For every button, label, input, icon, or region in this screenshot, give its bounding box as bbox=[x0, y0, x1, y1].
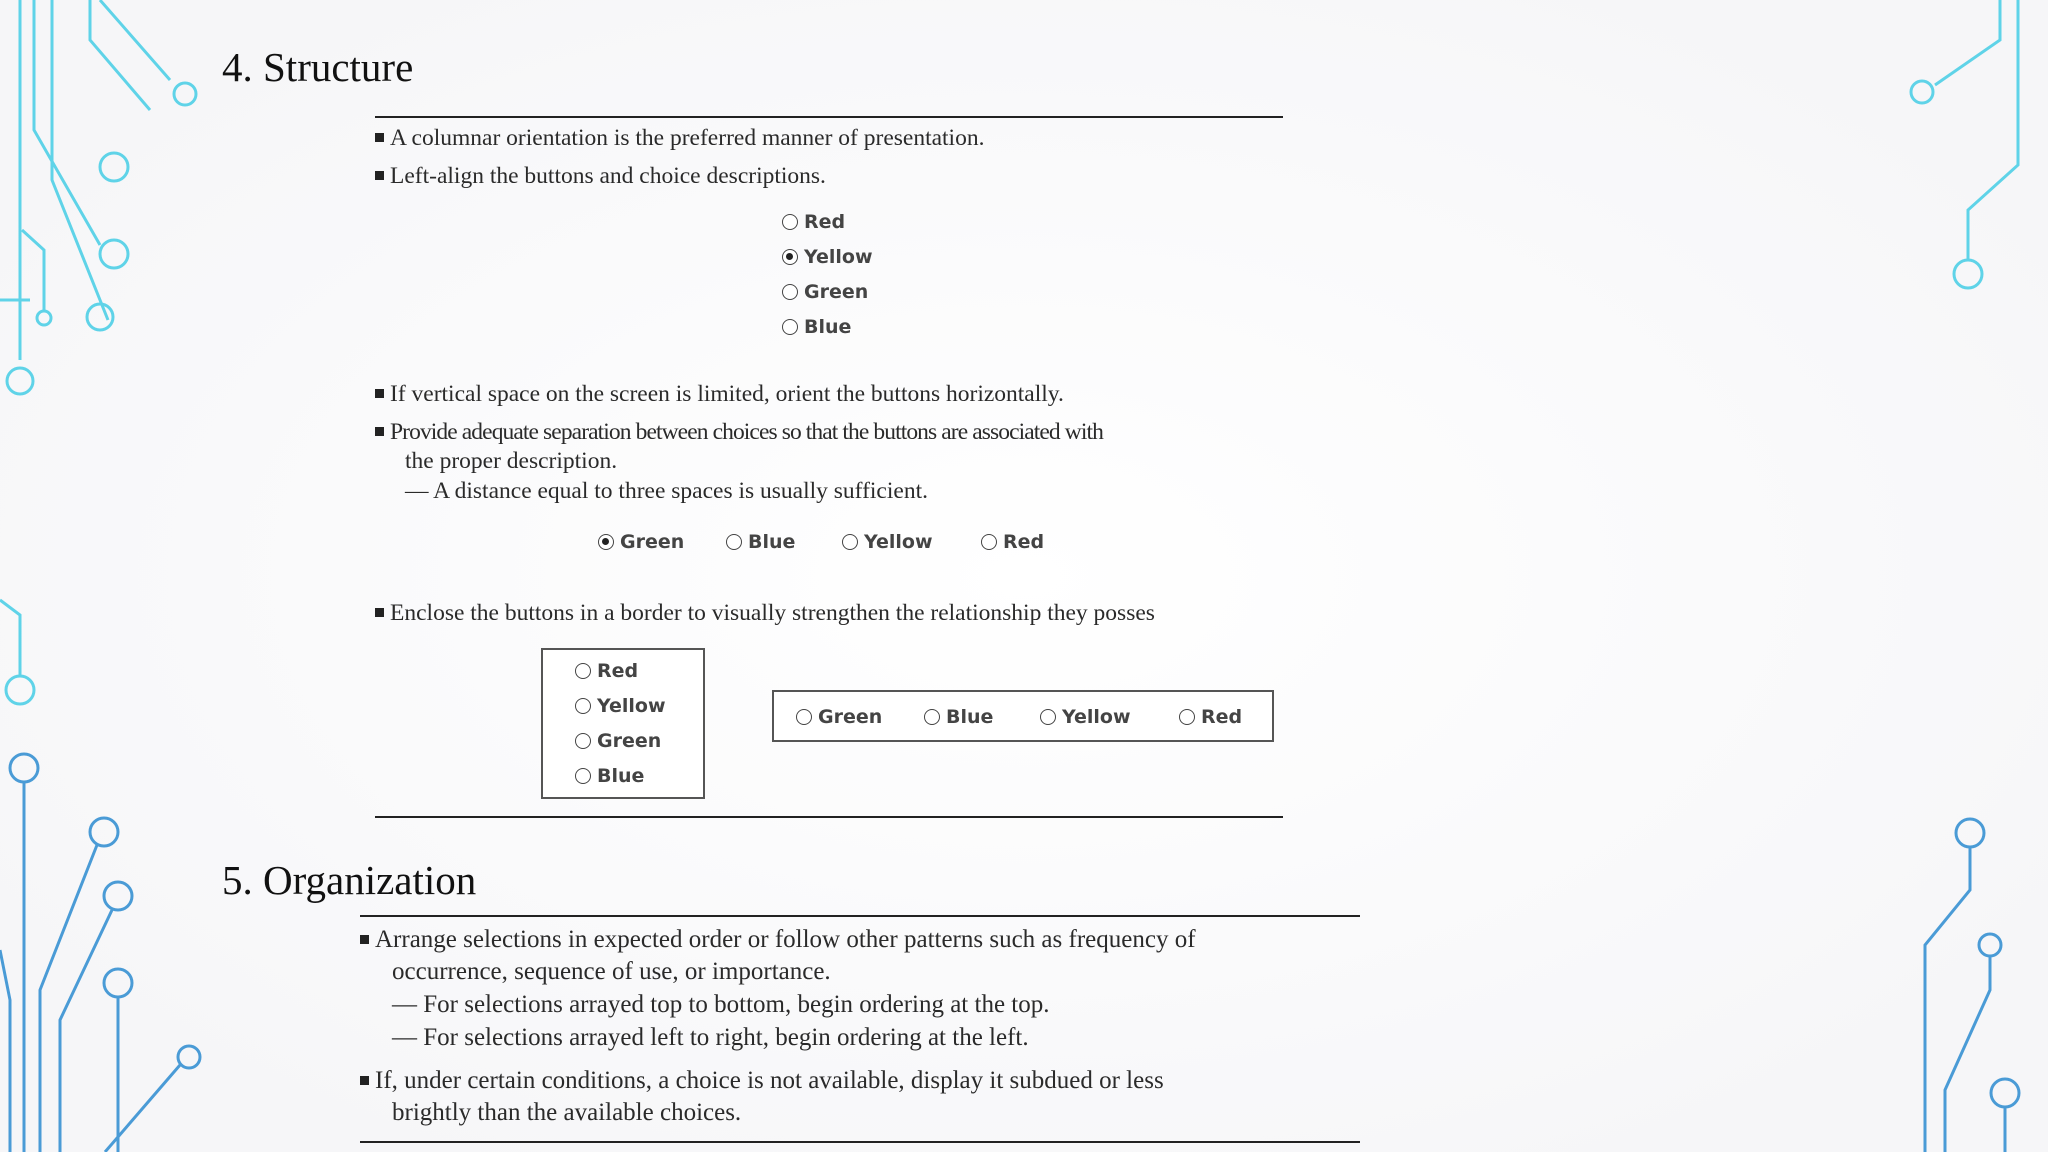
bullet-square-icon bbox=[360, 935, 369, 944]
radio-option-red[interactable]: Red bbox=[1179, 706, 1242, 728]
radio-option-green[interactable]: Green bbox=[782, 281, 868, 303]
radio-option-blue[interactable]: Blue bbox=[726, 531, 795, 553]
radio-button-icon[interactable] bbox=[924, 709, 940, 725]
radio-option-yellow[interactable]: Yellow bbox=[1040, 706, 1131, 728]
radio-button-icon[interactable] bbox=[575, 663, 591, 679]
radio-option-green[interactable]: Green bbox=[598, 531, 684, 553]
boxed-row-radio-group bbox=[772, 690, 1274, 742]
bullet-square-icon bbox=[375, 133, 384, 142]
section5-bullet-1-sub-1: — For selections arrayed top to bottom, begin ordering at the top. bbox=[392, 991, 1050, 1018]
section5-bullet-1: Arrange selections in expected order or follow other patterns such as frequency of bbox=[360, 924, 1196, 955]
radio-button-icon[interactable] bbox=[575, 733, 591, 749]
section4-bottom-rule bbox=[375, 816, 1283, 818]
radio-button-icon[interactable] bbox=[782, 319, 798, 335]
section4-bullet-5: Enclose the buttons in a border to visually strengthen the relationship they posses bbox=[375, 599, 1293, 628]
radio-option-yellow[interactable]: Yellow bbox=[575, 695, 666, 717]
section5-bullet-2: If, under certain conditions, a choice is not available, display it subdued or less bbox=[360, 1065, 1164, 1096]
radio-button-icon[interactable] bbox=[782, 214, 798, 230]
section4-bullet-2: Left-align the buttons and choice descriptions. bbox=[375, 162, 826, 191]
section5-heading: 5. Organization bbox=[222, 857, 477, 903]
bullet-square-icon bbox=[375, 171, 384, 180]
bullet-square-icon bbox=[375, 389, 384, 398]
radio-option-blue[interactable]: Blue bbox=[575, 765, 644, 787]
radio-option-yellow[interactable]: Yellow bbox=[782, 246, 873, 268]
boxed-column-radio-group bbox=[541, 648, 705, 799]
radio-button-icon[interactable] bbox=[575, 698, 591, 714]
radio-button-icon[interactable] bbox=[796, 709, 812, 725]
section5-bullet-1-sub-2: — For selections arrayed left to right, begin ordering at the left. bbox=[392, 1024, 1029, 1051]
section5-top-rule bbox=[360, 915, 1360, 917]
radio-option-blue[interactable]: Blue bbox=[924, 706, 993, 728]
radio-option-green[interactable]: Green bbox=[575, 730, 661, 752]
radio-button-selected-icon[interactable] bbox=[598, 534, 614, 550]
radio-button-selected-icon[interactable] bbox=[782, 249, 798, 265]
bullet-square-icon bbox=[375, 608, 384, 617]
radio-button-icon[interactable] bbox=[575, 768, 591, 784]
section5-bullet-1-continued: occurrence, sequence of use, or importance. bbox=[392, 958, 831, 985]
radio-option-red[interactable]: Red bbox=[575, 660, 638, 682]
section5-bottom-rule bbox=[360, 1141, 1360, 1143]
bullet-square-icon bbox=[360, 1076, 369, 1085]
radio-button-icon[interactable] bbox=[981, 534, 997, 550]
radio-button-icon[interactable] bbox=[842, 534, 858, 550]
section4-heading: 4. Structure bbox=[222, 44, 414, 90]
bullet-square-icon bbox=[375, 427, 384, 436]
section5-bullet-2-continued: brightly than the available choices. bbox=[392, 1099, 742, 1126]
radio-button-icon[interactable] bbox=[726, 534, 742, 550]
radio-option-red[interactable]: Red bbox=[782, 211, 845, 233]
section4-bullet-4-continued: the proper description. bbox=[405, 448, 618, 474]
section4-bullet-3: If vertical space on the screen is limited, orient the buttons horizontally. bbox=[375, 380, 1064, 409]
section4-bullet-1: A columnar orientation is the preferred manner of presentation. bbox=[375, 124, 984, 153]
section4-top-rule bbox=[375, 116, 1283, 118]
radio-button-icon[interactable] bbox=[782, 284, 798, 300]
radio-option-blue[interactable]: Blue bbox=[782, 316, 851, 338]
radio-option-yellow[interactable]: Yellow bbox=[842, 531, 933, 553]
radio-button-icon[interactable] bbox=[1040, 709, 1056, 725]
section4-bullet-4-sub: — A distance equal to three spaces is usually sufficient. bbox=[405, 478, 928, 504]
radio-button-icon[interactable] bbox=[1179, 709, 1195, 725]
section4-bullet-4: Provide adequate separation between choices so that the buttons are associated with bbox=[375, 418, 1103, 447]
radio-option-green[interactable]: Green bbox=[796, 706, 882, 728]
radio-option-red[interactable]: Red bbox=[981, 531, 1044, 553]
